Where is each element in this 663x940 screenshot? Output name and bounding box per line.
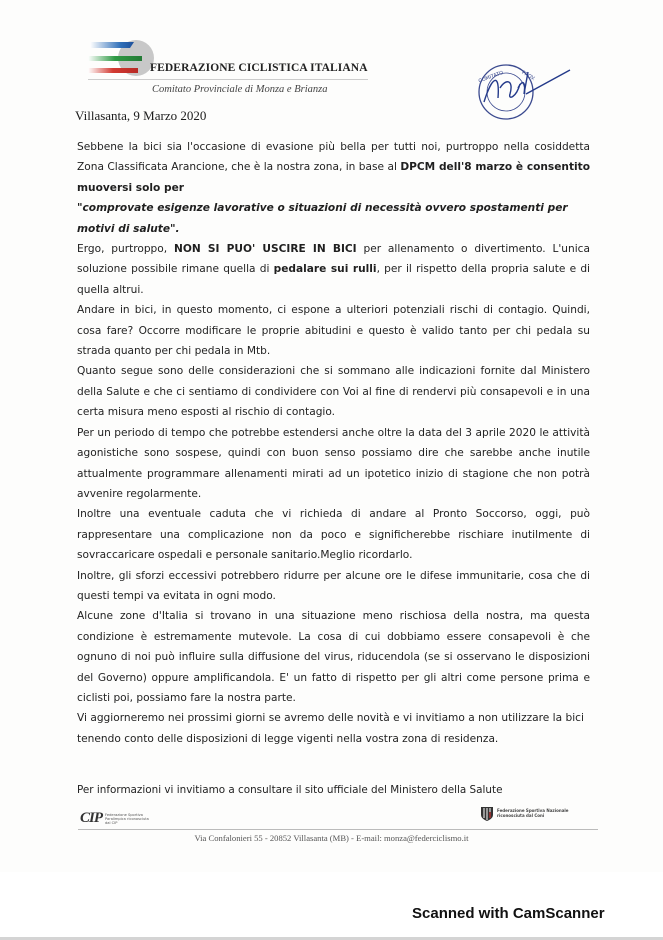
camscanner-watermark: Scanned with CamScanner: [412, 905, 605, 922]
federation-logo-icon: [86, 36, 154, 84]
paragraph-text: Ergo, purtroppo,: [77, 243, 174, 256]
paragraph-4: Quanto segue sono delle considerazioni che si sommano alle indicazioni fornite dal Ministero della Salute e che ci sentiamo di condividere con Voi al fine di rendervi più consapevoli e in una certa misura meno esposti al rischio di contagio.: [77, 365, 590, 419]
paragraph-text: , per il rispetto della propria salute e di quella altrui.: [77, 263, 591, 296]
letter-date: Villasanta, 9 Marzo 2020: [75, 108, 207, 123]
paragraph-5: Per un periodo di tempo che potrebbe estendersi anche oltre la data del 3 aprile 2020 le attività agonistiche sono sospese, quindi con buon senso possiamo dire che sarebbe anche inutile attualmente programmare allenamenti mirati ad un ipotetico inizio di stagione che non potrà avvenire regolarmente.: [77, 426, 590, 500]
coni-logo: [480, 806, 569, 822]
paragraph-1: [77, 137, 590, 198]
svg-text:COMITATO: COMITATO: [477, 69, 505, 85]
header-divider: [88, 79, 368, 80]
paragraph-text: Sebbene la bici sia l'occasione di evasione più bella per tutti noi, purtroppo nella cosiddetta Zona Classificata Arancione, che è la nostra zona, in base al: [77, 141, 590, 174]
committee-name: Comitato Provinciale di Monza e Brianza: [152, 84, 328, 95]
paragraph-6: Inoltre una eventuale caduta che vi richieda di andare al Pronto Soccorso, oggi, può rappresentare una complicazione non da poco e significherebbe rischiare inutilmente di sovraccaricare ospedali e personale sanitario.Meglio ricordarlo.: [77, 508, 590, 562]
quoted-decree: "comprovate esigenze lavorative o situazioni di necessità ovvero spostamenti per motivi di salute".: [77, 202, 568, 235]
coni-shield-icon: [480, 806, 494, 822]
footer-address: Via Confalonieri 55 - 20852 Villasanta (MB) - E-mail: monza@federciclismo.it: [194, 833, 469, 843]
stamp-signature-icon: [470, 58, 580, 124]
paragraph-text: per allenamento o divertimento. L'unica soluzione possibile rimane quella di: [77, 243, 590, 276]
cip-logo: [80, 810, 153, 827]
info-line: Per informazioni vi invitiamo a consultare il sito ufficiale del Ministero della Salute: [77, 784, 503, 796]
organization-name: FEDERAZIONE CICLISTICA ITALIANA: [150, 62, 368, 74]
svg-text:PROV.: PROV.: [520, 69, 537, 83]
emphasis-text: DPCM dell'8 marzo è consentito muoversi solo per: [77, 161, 591, 194]
cip-recognition-text: Federazione Sportiva Paralimpica riconosciuta dal CIP: [105, 812, 149, 825]
emphasis-text: NON SI PUO' USCIRE IN BICI: [173, 243, 357, 256]
paragraph-3: Andare in bici, in questo momento, ci espone a ulteriori potenziali rischi di contagio. Quindi, cosa fare? Occorre modificare le proprie abitudini e questo è valido tanto per chi pedala su strada quanto per chi pedala in Mtb.: [77, 304, 590, 358]
footer-divider: [78, 829, 598, 830]
paragraph-2: [77, 239, 590, 300]
emphasis-text: pedalare sui rulli: [273, 263, 377, 276]
paragraph-8: Alcune zone d'Italia si trovano in una situazione meno rischiosa della nostra, ma questa condizione è estremamente mutevole. La cosa di cui dobbiamo essere consapevoli è che ognuno di noi può influire sulla diffusione del virus, riducendola (se si osservano le disposizioni del Governo) oppure amplificandola. E' un fatto di rispetto per gli altri come persone prima e ciclisti poi, possiamo fare la nostra parte.: [77, 610, 590, 704]
paragraph-9: Vi aggiorneremo nei prossimi giorni se avremo delle novità e vi invitiamo a non utilizzare la bici tenendo conto delle disposizioni di legge vigenti nella vostra zona di residenza.: [77, 712, 584, 745]
letter-body: [77, 137, 590, 749]
paragraph-7: Inoltre, gli sforzi eccessivi potrebbero ridurre per alcune ore le difese immunitarie, cosa che di questi tempi va evitata in ogni modo.: [77, 569, 590, 602]
cip-logo-mark: CIP: [80, 810, 103, 826]
coni-recognition-text: Federazione Sportiva Nazionale riconosciuta dal Coni: [497, 808, 569, 818]
